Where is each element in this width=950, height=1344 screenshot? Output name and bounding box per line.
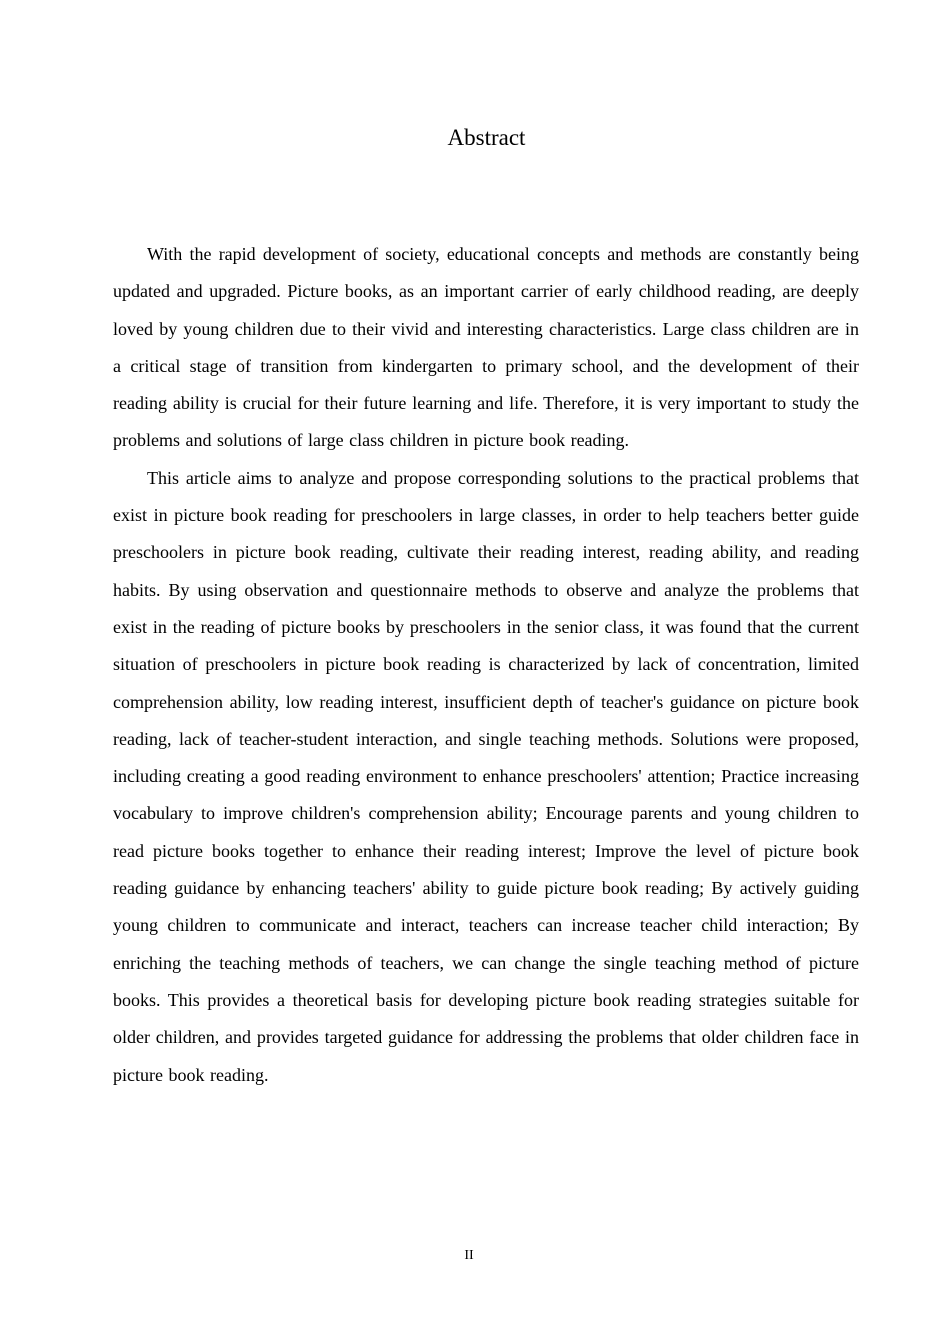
page-number: II bbox=[464, 1248, 474, 1263]
abstract-body bbox=[113, 236, 859, 1094]
abstract-paragraph-2: This article aims to analyze and propose corresponding solutions to the practical problems that exist in picture book reading for preschoolers in large classes, in order to help teachers better guide preschoolers in picture book reading, cultivate their reading interest, reading ability, and reading habits. By using observation and questionnaire methods to observe and analyze the problems that exist in the reading of picture books by preschoolers in the senior class, it was found that the current situation of preschoolers in picture book reading is characterized by lack of concentration, limited comprehension ability, low reading interest, insufficient depth of teacher's guidance on picture book reading, lack of teacher-student interaction, and single teaching methods. Solutions were proposed, including creating a good reading environment to enhance preschoolers' attention; Practice increasing vocabulary to improve children's comprehension ability; Encourage parents and young children to read picture books together to enhance their reading interest; Improve the level of picture book reading guidance by enhancing teachers' ability to guide picture book reading; By actively guiding young children to communicate and interact, teachers can increase teacher child interaction; By enriching the teaching methods of teachers, we can change the single teaching method of picture books. This provides a theoretical basis for developing picture book reading strategies suitable for older children, and provides targeted guidance for addressing the problems that older children face in picture book reading. bbox=[113, 467, 859, 1085]
abstract-paragraph-1: With the rapid development of society, educational concepts and methods are constantly being updated and upgraded. Picture books, as an important carrier of early childhood reading, are deeply loved by young children due to their vivid and interesting characteristics. Large class children are in a critical stage of transition from kindergarten to primary school, and the development of their reading ability is crucial for their future learning and life. Therefore, it is very important to study the problems and solutions of large class children in picture book reading. bbox=[113, 244, 859, 451]
abstract-title: Abstract bbox=[447, 125, 526, 150]
